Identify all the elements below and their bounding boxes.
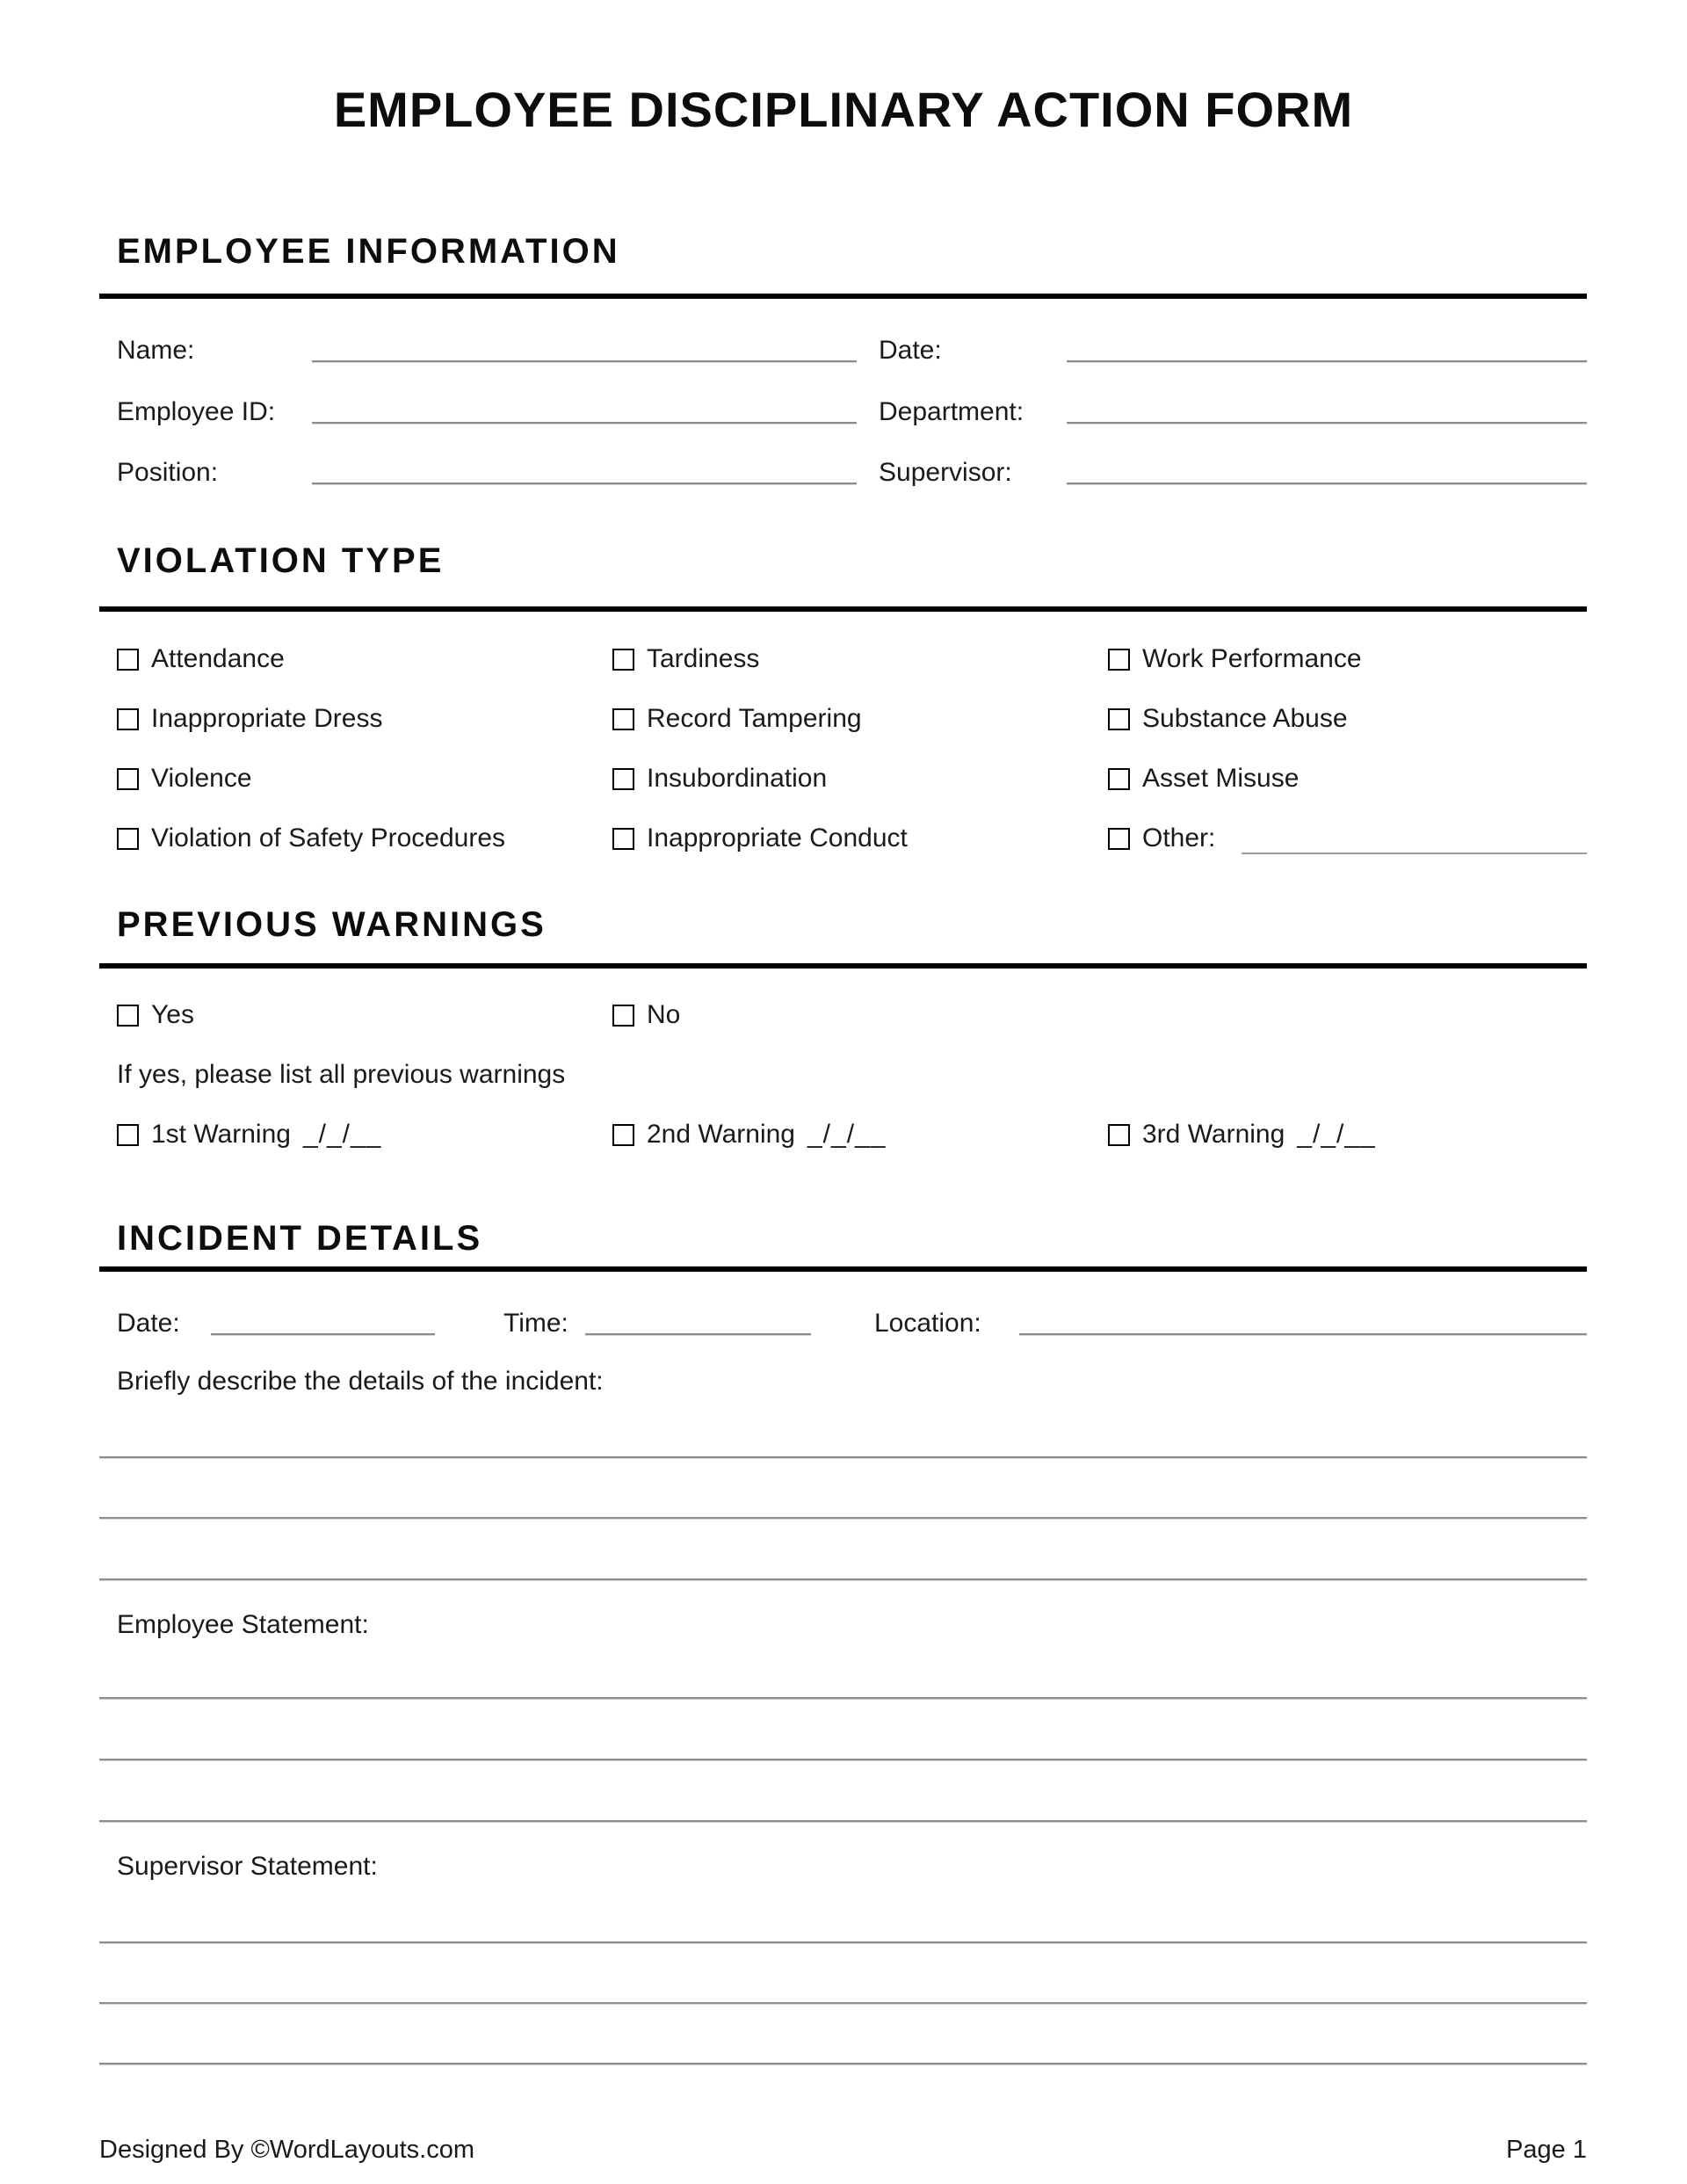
checkbox-violence[interactable] [117,763,252,795]
checkbox-label: Violence [151,764,252,793]
employee-statement-label: Employee Statement: [117,1610,369,1639]
date-field-line[interactable] [1067,360,1587,363]
checkbox-insubordination[interactable] [612,763,827,795]
warning-date-blank: _/_/__ [1297,1120,1376,1149]
checkbox-tardiness[interactable] [612,643,759,675]
checkbox-icon[interactable] [612,708,634,730]
incident-time-field-line[interactable] [585,1333,811,1336]
checkbox-label: Asset Misuse [1142,764,1300,793]
incident-description-writing-line[interactable] [99,1456,1587,1459]
department-label: Department: [879,397,1025,426]
checkbox-1st-warning[interactable] [117,1119,381,1150]
section-divider [99,1266,1587,1272]
checkbox-other[interactable] [1108,823,1215,854]
checkbox-label: Other: [1142,824,1216,853]
checkbox-label: 2nd Warning [647,1120,795,1149]
checkbox-inappropriate-dress[interactable] [117,703,382,735]
checkbox-substance-abuse[interactable] [1108,703,1348,735]
checkbox-icon[interactable] [117,768,139,790]
checkbox-work-performance[interactable] [1108,643,1362,675]
section-divider [99,963,1587,969]
checkbox-icon[interactable] [117,1124,139,1146]
checkbox-label: Inappropriate Dress [151,704,383,733]
checkbox-icon[interactable] [612,649,634,671]
checkbox-inappropriate-conduct[interactable] [612,823,908,854]
position-label: Position: [117,458,219,487]
checkbox-label: Inappropriate Conduct [647,824,908,853]
checkbox-icon[interactable] [1108,649,1130,671]
employee-id-field-line[interactable] [312,422,857,424]
checkbox-label: Attendance [151,644,285,673]
other-field-line[interactable] [1242,853,1587,854]
checkbox-no[interactable] [612,999,680,1031]
footer-credit: Designed By ©WordLayouts.com [99,2136,475,2164]
incident-description-label: Briefly describe the details of the incident: [117,1367,604,1396]
checkbox-2nd-warning[interactable] [612,1119,886,1150]
supervisor-statement-writing-line[interactable] [99,2063,1587,2065]
checkbox-label: Substance Abuse [1142,704,1348,733]
warning-date-blank: _/_/__ [807,1120,887,1149]
checkbox-label: 3rd Warning [1142,1120,1285,1149]
checkbox-icon[interactable] [1108,828,1130,850]
checkbox-3rd-warning[interactable] [1108,1119,1376,1150]
checkbox-icon[interactable] [612,1124,634,1146]
warning-date-blank: _/_/__ [302,1120,382,1149]
form-title: EMPLOYEE DISCIPLINARY ACTION FORM [333,82,1354,137]
supervisor-statement-writing-line[interactable] [99,2002,1587,2005]
checkbox-icon[interactable] [117,828,139,850]
checkbox-icon[interactable] [612,828,634,850]
position-field-line[interactable] [312,483,857,485]
employee-id-label: Employee ID: [117,397,276,426]
checkbox-icon[interactable] [1108,708,1130,730]
incident-date-field-line[interactable] [211,1333,435,1336]
incident-date-label: Date: [117,1309,180,1338]
checkbox-yes[interactable] [117,999,194,1031]
department-field-line[interactable] [1067,422,1587,424]
employee-statement-writing-line[interactable] [99,1697,1587,1700]
section-divider [99,294,1587,299]
checkbox-icon[interactable] [612,768,634,790]
incident-description-writing-line[interactable] [99,1578,1587,1581]
checkbox-label: No [647,1000,681,1029]
date-label: Date: [879,336,942,365]
employee-statement-writing-line[interactable] [99,1820,1587,1823]
checkbox-attendance[interactable] [117,643,285,675]
incident-description-writing-line[interactable] [99,1517,1587,1520]
checkbox-label: Tardiness [647,644,760,673]
checkbox-label: 1st Warning [151,1120,291,1149]
checkbox-label: Work Performance [1142,644,1362,673]
supervisor-statement-writing-line[interactable] [99,1941,1587,1944]
name-field-line[interactable] [312,360,857,363]
checkbox-icon[interactable] [1108,1124,1130,1146]
footer-page-number: Page 1 [1506,2136,1587,2164]
supervisor-field-line[interactable] [1067,483,1587,485]
checkbox-icon[interactable] [1108,768,1130,790]
section-heading-employee-information: EMPLOYEE INFORMATION [117,232,620,271]
incident-location-label: Location: [874,1309,981,1338]
supervisor-label: Supervisor: [879,458,1012,487]
checkbox-icon[interactable] [117,1005,139,1027]
supervisor-statement-label: Supervisor Statement: [117,1852,378,1881]
checkbox-label: Violation of Safety Procedures [151,824,506,853]
incident-location-field-line[interactable] [1019,1333,1587,1336]
previous-warnings-instruction: If yes, please list all previous warnings [117,1060,566,1089]
section-divider [99,606,1587,612]
checkbox-icon[interactable] [612,1005,634,1027]
name-label: Name: [117,336,195,365]
checkbox-label: Insubordination [647,764,828,793]
incident-time-label: Time: [503,1309,568,1338]
checkbox-label: Record Tampering [647,704,862,733]
checkbox-record-tampering[interactable] [612,703,862,735]
checkbox-label: Yes [151,1000,194,1029]
checkbox-icon[interactable] [117,708,139,730]
section-heading-violation-type: VIOLATION TYPE [117,541,445,580]
checkbox-violation-of-safety-procedures[interactable] [117,823,505,854]
section-heading-incident-details: INCIDENT DETAILS [117,1219,483,1258]
section-heading-previous-warnings: PREVIOUS WARNINGS [117,905,547,944]
checkbox-asset-misuse[interactable] [1108,763,1299,795]
checkbox-icon[interactable] [117,649,139,671]
employee-statement-writing-line[interactable] [99,1759,1587,1761]
